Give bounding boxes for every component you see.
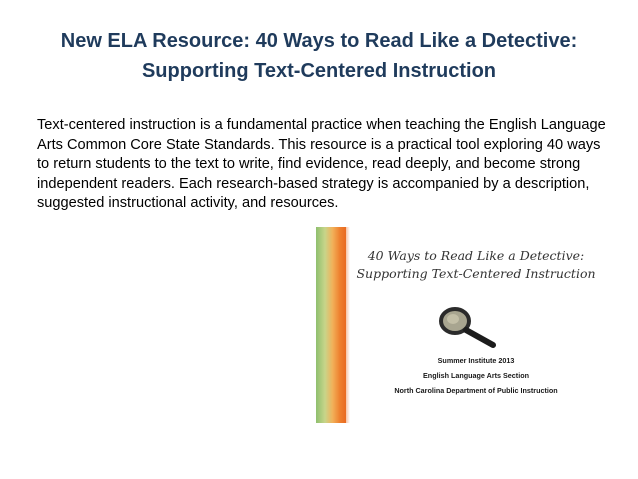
cover-footer-section: English Language Arts Section (423, 371, 529, 380)
slide-title-line-2: Supporting Text-Centered Instruction (141, 60, 497, 82)
cover-footer-department: North Carolina Department of Public Instruction (394, 386, 558, 395)
slide-body-text: Text-centered instruction is a fundamental practice when teaching the English Language Arts Common Core State Standards. This resource is a practical tool exploring 40 ways to return students to the text to write, find evidence, read deeply, and become strong independent readers. Each research-based strategy is accompanied by a description, suggested instructional activity, and resources. (37, 117, 606, 212)
cover-color-band (316, 227, 346, 423)
magnifying-glass-icon (433, 301, 503, 351)
cover-title-line-1: 40 Ways to Read Like a Detective: (367, 248, 585, 263)
slide-title (20, 26, 618, 86)
cover-title (356, 247, 596, 283)
resource-cover-image (316, 227, 606, 423)
slide-title-line-1: New ELA Resource: 40 Ways to Read Like a Detective: (60, 30, 578, 52)
cover-footer (356, 353, 596, 398)
cover-title-line-2: Supporting Text-Centered Instruction (356, 266, 596, 281)
cover-footer-event: Summer Institute 2013 (437, 356, 515, 365)
